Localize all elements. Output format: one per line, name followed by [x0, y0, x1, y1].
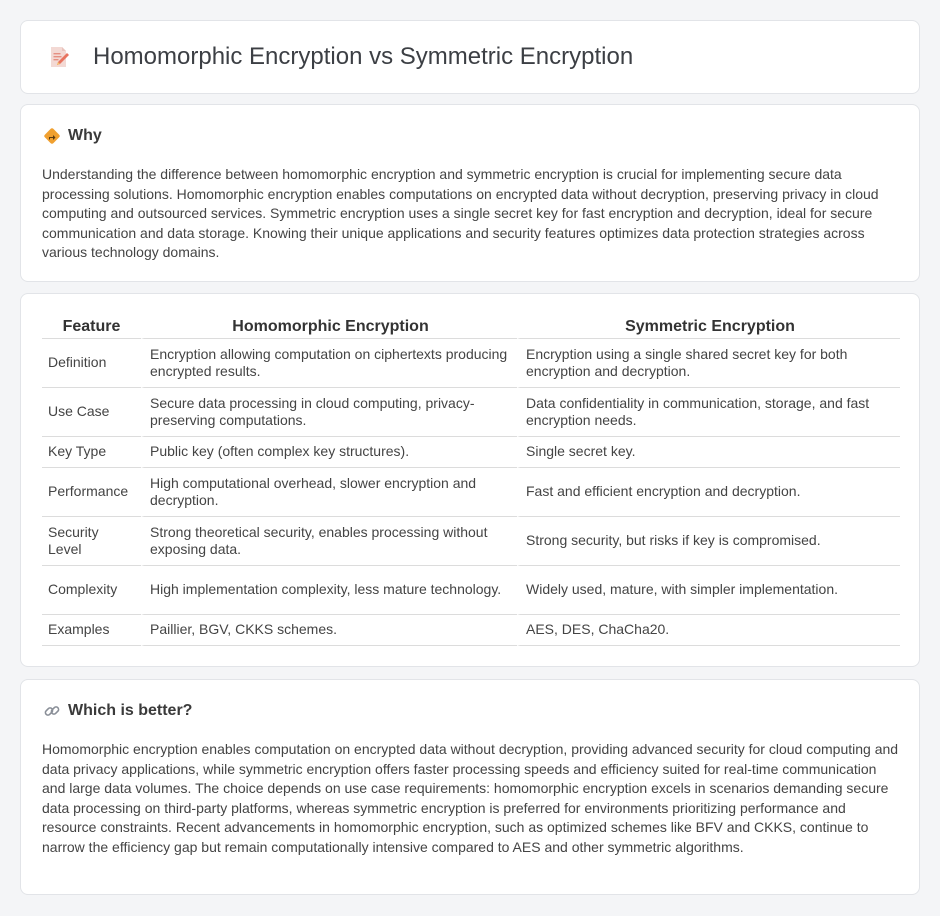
column-header-symmetric: Symmetric Encryption — [517, 315, 900, 339]
title-card — [20, 20, 920, 94]
table-row — [42, 468, 900, 517]
homomorphic-cell: Secure data processing in cloud computing, privacy-preserving computations. — [141, 388, 517, 437]
feature-cell: Key Type — [42, 437, 141, 468]
homomorphic-cell: Encryption allowing computation on ciphertexts producing encrypted results. — [141, 339, 517, 388]
feature-cell: Performance — [42, 468, 141, 517]
symmetric-cell: Strong security, but risks if key is compromised. — [517, 517, 900, 566]
homomorphic-cell: High implementation complexity, less mature technology. — [141, 566, 517, 615]
comparison-table — [42, 315, 900, 646]
table-row — [42, 339, 900, 388]
diamond-sign-icon — [43, 127, 61, 145]
feature-cell: Use Case — [42, 388, 141, 437]
table-row — [42, 517, 900, 566]
symmetric-cell: Encryption using a single shared secret key for both encryption and decryption. — [517, 339, 900, 388]
document-pencil-icon — [47, 45, 71, 69]
feature-cell: Examples — [42, 615, 141, 646]
feature-cell: Definition — [42, 339, 141, 388]
column-header-feature: Feature — [42, 315, 141, 339]
feature-cell: Complexity — [42, 566, 141, 615]
which-is-better-section — [20, 679, 920, 895]
homomorphic-cell: Strong theoretical security, enables processing without exposing data. — [141, 517, 517, 566]
homomorphic-cell: Paillier, BGV, CKKS schemes. — [141, 615, 517, 646]
table-row — [42, 566, 900, 615]
homomorphic-cell: Public key (often complex key structures). — [141, 437, 517, 468]
table-row — [42, 388, 900, 437]
table-row — [42, 615, 900, 646]
homomorphic-cell: High computational overhead, slower encryption and decryption. — [141, 468, 517, 517]
column-header-homomorphic: Homomorphic Encryption — [141, 315, 517, 339]
better-heading: Which is better? — [68, 702, 193, 719]
page-title: Homomorphic Encryption vs Symmetric Encryption — [93, 43, 634, 70]
feature-cell: Security Level — [42, 517, 141, 566]
symmetric-cell: Fast and efficient encryption and decryption. — [517, 468, 900, 517]
why-heading: Why — [68, 127, 102, 144]
symmetric-cell: Data confidentiality in communication, storage, and fast encryption needs. — [517, 388, 900, 437]
title-row — [47, 43, 633, 71]
comparison-section — [20, 293, 920, 667]
why-heading-row — [43, 127, 102, 145]
symmetric-cell: AES, DES, ChaCha20. — [517, 615, 900, 646]
better-text: Homomorphic encryption enables computation on encrypted data without decryption, providing advanced security for cloud computing and data privacy applications, while symmetric encryption offers faster processing speeds and efficiency suited for real-time communication and large data volumes. The choice depends on use case requirements: homomorphic encryption excels in scenarios demanding secure data processing on third-party platforms, whereas symmetric encryption is preferred for environments prioritizing performance and resource constraints. Recent advancements in homomorphic encryption, such as optimized schemes like BFV and CKKS, continue to narrow the efficiency gap but remain computationally intensive compared to AES and other symmetric algorithms. — [42, 741, 899, 855]
why-text: Understanding the difference between homomorphic encryption and symmetric encryption is crucial for implementing secure data processing solutions. Homomorphic encryption enables computations on encrypted data without decryption, preserving privacy in cloud computing and outsourced services. Symmetric encryption uses a single secret key for fast encryption and decryption, ideal for secure communication and data storage. Knowing their unique applications and security features optimizes data protection strategies across various technology domains. — [42, 166, 879, 261]
symmetric-cell: Widely used, mature, with simpler implementation. — [517, 566, 900, 615]
better-heading-row — [43, 702, 192, 720]
table-row — [42, 437, 900, 468]
link-icon — [43, 702, 61, 720]
table-header-row — [42, 315, 900, 339]
symmetric-cell: Single secret key. — [517, 437, 900, 468]
why-section — [20, 104, 920, 282]
